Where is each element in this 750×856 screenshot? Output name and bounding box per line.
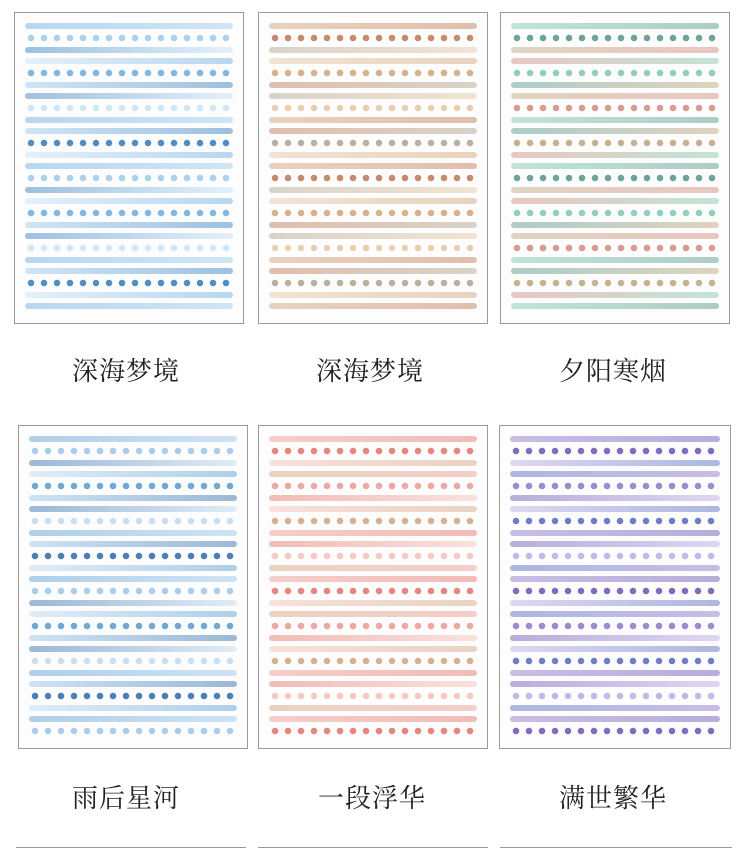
sticker-row (510, 482, 720, 490)
washi-strip (510, 460, 720, 466)
washi-strip (269, 23, 477, 29)
sticker-row (510, 587, 720, 595)
product-name-1: 深海梦境 (72, 357, 181, 387)
washi-strip (269, 635, 477, 641)
washi-strip (269, 222, 477, 228)
sticker-row (25, 174, 233, 182)
washi-strip (29, 565, 237, 571)
sticker-row (269, 692, 477, 700)
sticker-sheet-5[interactable] (258, 425, 488, 749)
washi-strip (269, 506, 477, 512)
sticker-row (511, 139, 719, 147)
sticker-row (269, 552, 477, 560)
washi-strip (510, 670, 720, 676)
product-name-3: 夕阳寒烟 (559, 357, 668, 387)
washi-strip (269, 600, 477, 606)
washi-strip (511, 23, 719, 29)
washi-strip (269, 460, 477, 466)
washi-strip (25, 128, 233, 134)
sticker-strips (269, 436, 477, 738)
washi-strip (269, 257, 477, 263)
washi-strip (510, 646, 720, 652)
sticker-sheet-2[interactable] (258, 12, 488, 324)
washi-strip (269, 93, 477, 99)
washi-strip (29, 460, 237, 466)
washi-strip (269, 705, 477, 711)
sticker-row (511, 104, 719, 112)
washi-strip (269, 646, 477, 652)
product-name-4: 雨后星河 (72, 784, 181, 814)
sticker-row (25, 209, 233, 217)
washi-strip (269, 541, 477, 547)
sticker-row (269, 174, 477, 182)
washi-strip (510, 600, 720, 606)
washi-strip (25, 303, 233, 309)
sticker-row (29, 552, 237, 560)
washi-strip (511, 187, 719, 193)
sticker-row (25, 139, 233, 147)
product-name-6: 满世繁华 (559, 784, 668, 814)
washi-strip (25, 257, 233, 263)
washi-strip (510, 495, 720, 501)
sticker-row (269, 209, 477, 217)
product-name-2: 深海梦境 (316, 357, 425, 387)
washi-strip (511, 117, 719, 123)
washi-strip (511, 152, 719, 158)
washi-strip (511, 198, 719, 204)
sticker-row (269, 69, 477, 77)
sticker-row (29, 587, 237, 595)
washi-strip (511, 257, 719, 263)
washi-strip (29, 541, 237, 547)
sticker-row (29, 692, 237, 700)
washi-strip (269, 670, 477, 676)
washi-strip (25, 82, 233, 88)
sticker-row (510, 657, 720, 665)
sticker-strips (511, 23, 719, 313)
sticker-row (269, 657, 477, 665)
sticker-row (269, 244, 477, 252)
sticker-sheet-3[interactable] (500, 12, 730, 324)
washi-strip (511, 292, 719, 298)
sticker-row (29, 447, 237, 455)
sticker-strips (269, 23, 477, 313)
sticker-row (511, 34, 719, 42)
washi-strip (29, 611, 237, 617)
washi-strip (25, 58, 233, 64)
washi-strip (511, 47, 719, 53)
washi-strip (510, 471, 720, 477)
washi-strip (511, 268, 719, 274)
washi-strip (510, 716, 720, 722)
washi-strip (511, 233, 719, 239)
washi-strip (511, 82, 719, 88)
sticker-row (269, 587, 477, 595)
washi-strip (510, 635, 720, 641)
washi-strip (511, 303, 719, 309)
sticker-row (269, 727, 477, 735)
washi-strip (25, 233, 233, 239)
sticker-row (269, 279, 477, 287)
washi-strip (269, 152, 477, 158)
sticker-row (29, 517, 237, 525)
sticker-strips (29, 436, 237, 738)
washi-strip (510, 565, 720, 571)
washi-strip (29, 530, 237, 536)
washi-strip (269, 58, 477, 64)
product-name-5: 一段浮华 (318, 784, 427, 814)
sticker-row (510, 447, 720, 455)
sticker-row (511, 279, 719, 287)
washi-strip (269, 292, 477, 298)
washi-strip (269, 716, 477, 722)
washi-strip (25, 163, 233, 169)
washi-strip (511, 163, 719, 169)
washi-strip (29, 600, 237, 606)
washi-strip (269, 268, 477, 274)
washi-strip (269, 117, 477, 123)
washi-strip (25, 198, 233, 204)
sticker-row (269, 447, 477, 455)
washi-strip (510, 681, 720, 687)
washi-strip (25, 222, 233, 228)
washi-strip (25, 187, 233, 193)
washi-strip (269, 82, 477, 88)
sticker-row (269, 622, 477, 630)
sticker-row (29, 482, 237, 490)
washi-strip (25, 47, 233, 53)
washi-strip (269, 530, 477, 536)
washi-strip (25, 152, 233, 158)
washi-strip (25, 292, 233, 298)
washi-strip (510, 705, 720, 711)
sticker-row (511, 69, 719, 77)
washi-strip (511, 128, 719, 134)
sticker-row (269, 139, 477, 147)
sticker-row (29, 657, 237, 665)
washi-strip (29, 670, 237, 676)
washi-strip (25, 117, 233, 123)
washi-strip (29, 436, 237, 442)
washi-strip (269, 187, 477, 193)
washi-strip (511, 93, 719, 99)
sticker-row (511, 209, 719, 217)
washi-strip (510, 436, 720, 442)
washi-strip (29, 506, 237, 512)
washi-strip (269, 436, 477, 442)
washi-strip (29, 705, 237, 711)
washi-strip (269, 47, 477, 53)
sticker-sheet-6[interactable] (499, 425, 731, 749)
washi-strip (29, 716, 237, 722)
sticker-row (269, 104, 477, 112)
washi-strip (511, 58, 719, 64)
washi-strip (510, 530, 720, 536)
sticker-sheet-1[interactable] (14, 12, 244, 324)
washi-strip (25, 268, 233, 274)
sticker-row (269, 482, 477, 490)
sticker-row (25, 244, 233, 252)
washi-strip (510, 506, 720, 512)
sticker-row (25, 279, 233, 287)
washi-strip (269, 128, 477, 134)
washi-strip (269, 163, 477, 169)
sticker-row (511, 244, 719, 252)
sticker-row (269, 34, 477, 42)
washi-strip (29, 495, 237, 501)
sticker-strips (25, 23, 233, 313)
washi-strip (269, 303, 477, 309)
washi-strip (29, 471, 237, 477)
sticker-row (25, 104, 233, 112)
sticker-row (510, 692, 720, 700)
washi-strip (269, 233, 477, 239)
washi-strip (29, 635, 237, 641)
sticker-row (510, 622, 720, 630)
washi-strip (510, 541, 720, 547)
washi-strip (29, 646, 237, 652)
sticker-row (25, 34, 233, 42)
washi-strip (269, 198, 477, 204)
sticker-sheet-4[interactable] (18, 425, 248, 749)
sticker-row (510, 517, 720, 525)
sticker-row (510, 552, 720, 560)
washi-strip (511, 222, 719, 228)
sticker-row (511, 174, 719, 182)
washi-strip (269, 576, 477, 582)
sticker-row (510, 727, 720, 735)
washi-strip (269, 565, 477, 571)
sticker-row (269, 517, 477, 525)
sticker-row (29, 727, 237, 735)
washi-strip (269, 611, 477, 617)
sticker-strips (510, 436, 720, 738)
washi-strip (29, 681, 237, 687)
washi-strip (510, 611, 720, 617)
sticker-row (25, 69, 233, 77)
sticker-row (29, 622, 237, 630)
washi-strip (269, 681, 477, 687)
washi-strip (510, 576, 720, 582)
washi-strip (269, 495, 477, 501)
washi-strip (25, 23, 233, 29)
washi-strip (29, 576, 237, 582)
washi-strip (25, 93, 233, 99)
washi-strip (269, 471, 477, 477)
